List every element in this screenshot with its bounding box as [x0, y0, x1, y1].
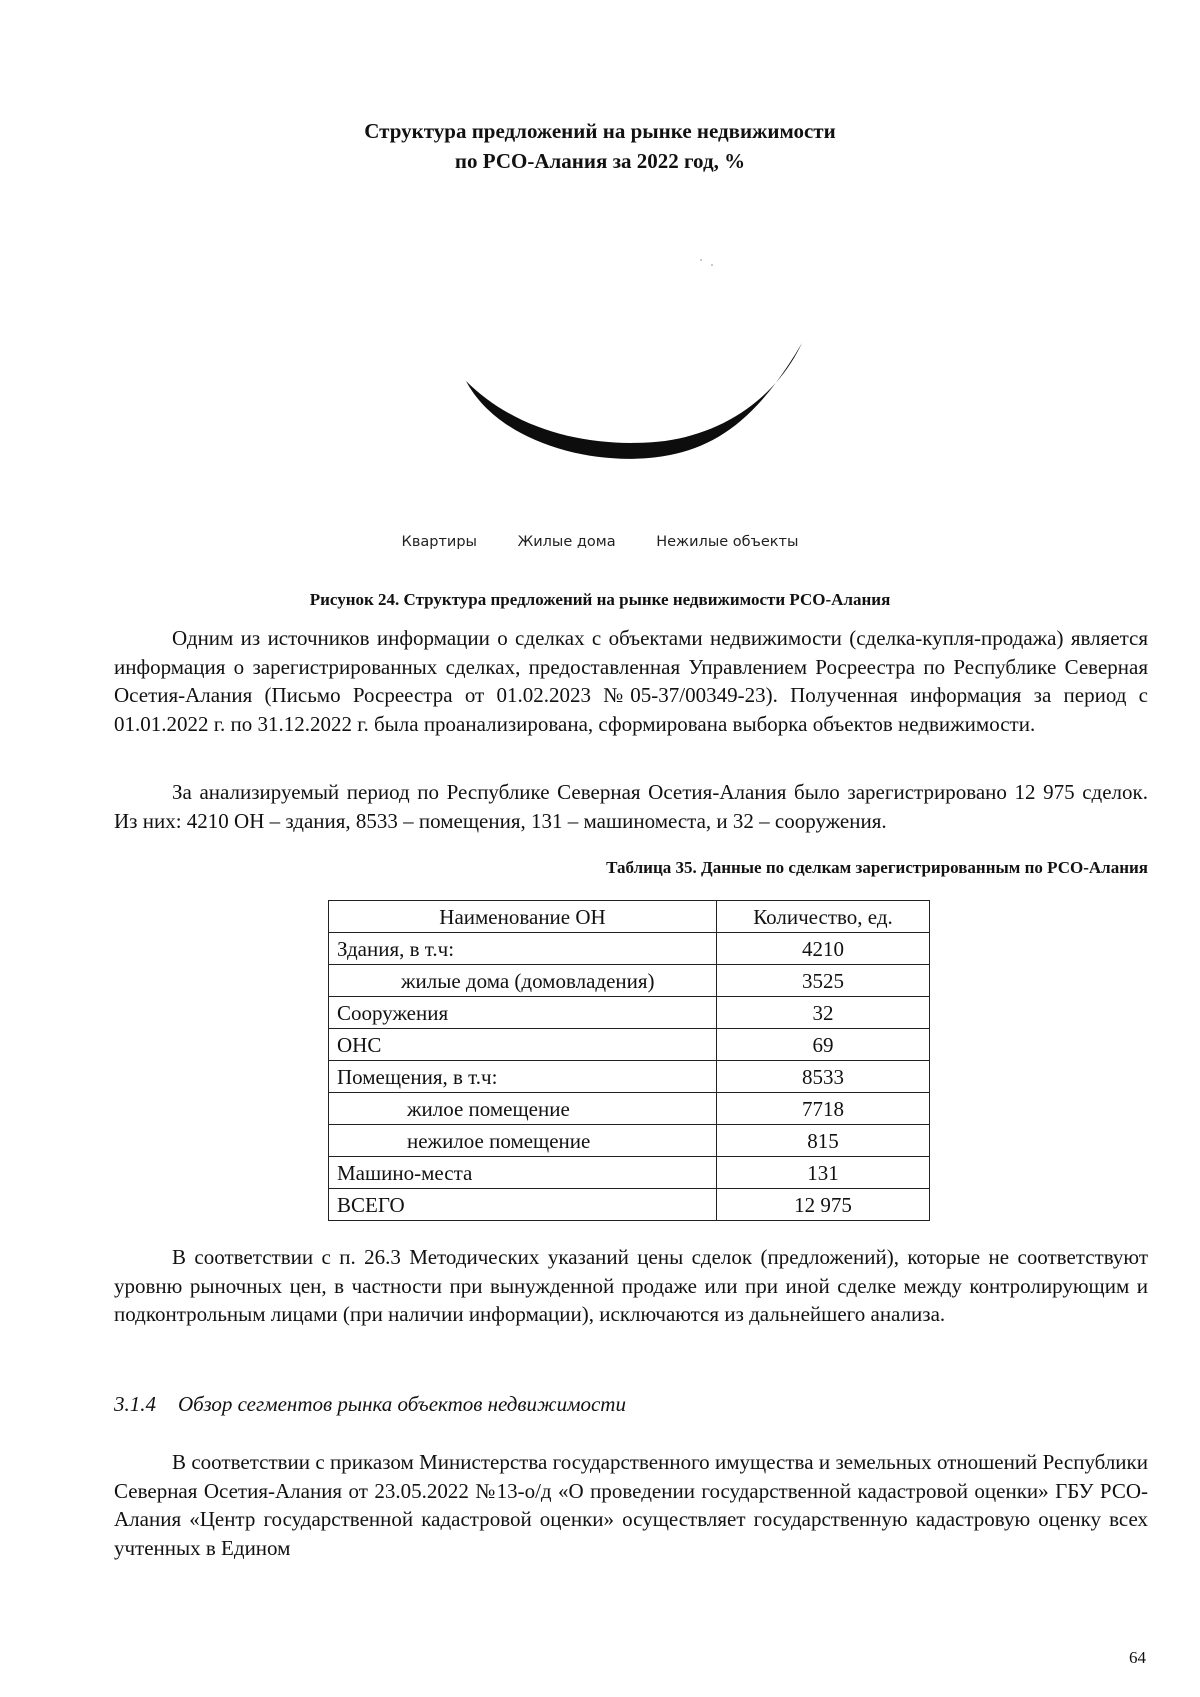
column-header-quantity: Количество, ед.	[717, 901, 930, 933]
row-name: жилые дома (домовладения)	[329, 965, 717, 997]
column-header-name: Наименование ОН	[329, 901, 717, 933]
chart-title	[0, 116, 1200, 176]
chart-title-line-2: по РСО-Алания за 2022 год, %	[454, 149, 746, 173]
row-value: 131	[717, 1157, 930, 1189]
table-header-row	[329, 901, 930, 933]
row-name: ОНС	[329, 1029, 717, 1061]
row-name: Машино-места	[329, 1157, 717, 1189]
chart-legend	[0, 534, 1200, 550]
pie-chart-arc	[466, 343, 802, 459]
row-value: 815	[717, 1125, 930, 1157]
paragraph-3: В соответствии с п. 26.3 Методических указаний цены сделок (предложений), которые не соответствуют уровню рыночных цен, в частности при вынужденной продаже или при иной сделке между контролирующим и подконтрольным лицами (при наличии информации), исключаются из дальнейшего анализа.	[114, 1245, 1148, 1326]
section-title: Обзор сегментов рынка объектов недвижимости	[178, 1392, 626, 1416]
row-value: 32	[717, 997, 930, 1029]
row-name: Здания, в т.ч:	[329, 933, 717, 965]
chart-speck	[700, 259, 702, 261]
pie-chart	[440, 205, 820, 485]
table-row	[329, 1061, 930, 1093]
row-name: Помещения, в т.ч:	[329, 1061, 717, 1093]
paragraph-1: Одним из источников информации о сделках с объектами недвижимости (сделка-купля-продажа) является информация о зарегистрированных сделках, предоставленная Управлением Росреестра по Республике Северная Осетия-Алания (Письмо Росреестра от 01.02.2023 №05-37/00349-23). Полученная информация за период с 01.01.2022 г. по 31.12.2022 г. была проанализирована, сформирована выборка объектов недвижимости.	[114, 626, 1148, 736]
row-value: 69	[717, 1029, 930, 1061]
table-row	[329, 965, 930, 997]
section-heading	[114, 1392, 626, 1417]
row-name: Сооружения	[329, 997, 717, 1029]
table-row	[329, 1093, 930, 1125]
chart-title-line-1: Структура предложений на рынке недвижимости	[364, 119, 836, 143]
row-name: нежилое помещение	[329, 1125, 717, 1157]
table-row	[329, 1157, 930, 1189]
row-name: ВСЕГО	[329, 1189, 717, 1221]
chart-speck	[711, 264, 713, 266]
page-number: 64	[1129, 1648, 1146, 1667]
row-value: 12 975	[717, 1189, 930, 1221]
transactions-table	[328, 900, 930, 1221]
row-value: 4210	[717, 933, 930, 965]
legend-item-apartments: Квартиры	[401, 534, 477, 550]
row-value: 8533	[717, 1061, 930, 1093]
row-value: 7718	[717, 1093, 930, 1125]
table-caption: Таблица 35. Данные по сделкам зарегистрированным по РСО-Алания	[606, 858, 1148, 877]
table-row	[329, 1029, 930, 1061]
legend-item-nonresidential: Нежилые объекты	[656, 534, 799, 550]
row-value: 3525	[717, 965, 930, 997]
table-row-total	[329, 1189, 930, 1221]
paragraph-2: За анализируемый период по Республике Северная Осетия-Алания было зарегистрировано 12 975 сделок. Из них: 4210 ОН – здания, 8533 – помещения, 131 – машиноместа, и 32 – сооружения.	[114, 780, 1148, 833]
row-name: жилое помещение	[329, 1093, 717, 1125]
paragraph-4: В соответствии с приказом Министерства государственного имущества и земельных отношений Республики Северная Осетия-Алания от 23.05.2022 №13-о/д «О проведении государственной кадастровой оценки» ГБУ РСО-Алания «Центр государственной кадастровой оценки» осуществляет государственную кадастровую оценку всех учтенных в Едином	[114, 1450, 1148, 1560]
legend-item-houses: Жилые дома	[517, 534, 616, 550]
table-row	[329, 1125, 930, 1157]
table-row	[329, 997, 930, 1029]
figure-caption: Рисунок 24. Структура предложений на рынке недвижимости РСО-Алания	[309, 590, 891, 609]
section-number: 3.1.4	[114, 1392, 156, 1416]
table-row	[329, 933, 930, 965]
